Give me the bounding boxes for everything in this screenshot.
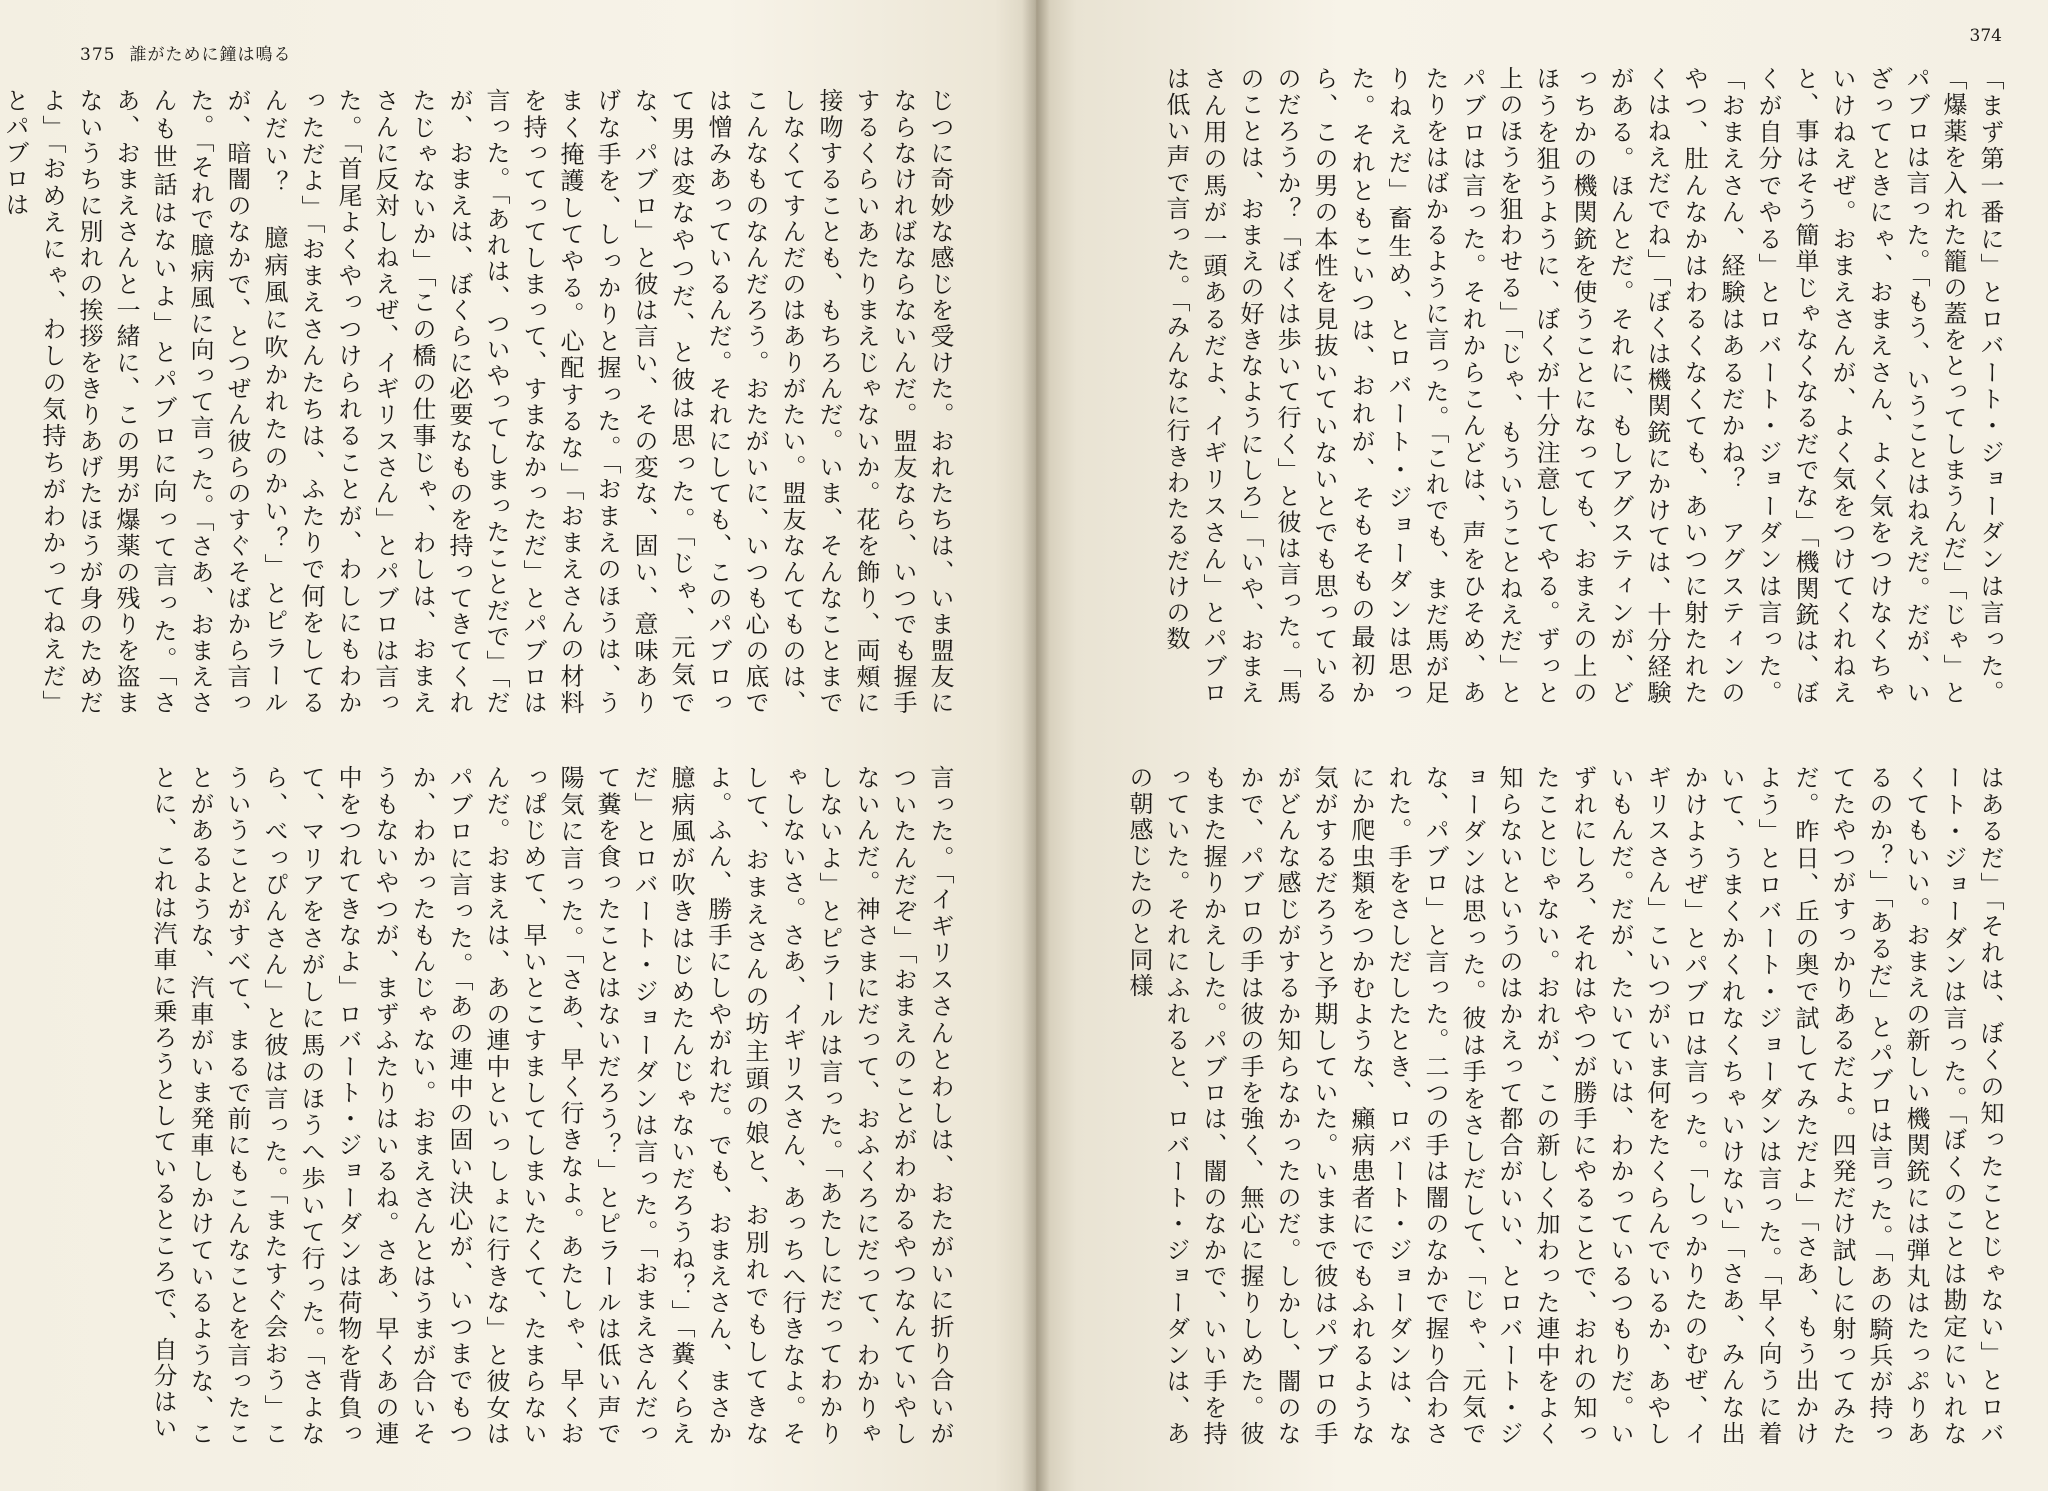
left-page-upper-text bbox=[1, 88, 958, 716]
running-title: 誰がために鐘は鳴る bbox=[129, 45, 292, 65]
page-number-left: 375 bbox=[80, 45, 116, 65]
running-head bbox=[80, 40, 291, 65]
right-page-upper-text bbox=[1096, 66, 2008, 706]
right-page bbox=[1036, 0, 2048, 1491]
text-block: はあるだ」「それは、ぼくの知ったことじゃない」とロバート・ジョーダンは言った。「ぼくのことは勘定にいれなくてもいい。おまえの新しい機関銃には弾丸はたっぷりあるのか？」「あるだ」とパブロは言った。「あの騎兵が持ってたやつがすっかりあるだよ。四発だけ試しに射ってみただ。昨日、丘の奥で試してみただよ」「さあ、もう出かけよう」とロバート・ジョーダンは言った。「早く向うに着いて、うまくかくれなくちゃいけない」「さあ、みんな出かけようぜ」とパブロは言った。「しっかりたのむぜ、イギリスさん」こいつがいま何をたくらんでいるか、あやしいもんだ。だが、たいていは、わかっているつもりだ。いずれにしろ、それはやつが勝手にやることで、おれの知ったことじゃない。おれが、この新しく加わった連中をよく知らないというのはかえって都合がいい、とロバート・ジョーダンは思った。彼は手をさしだして、「じゃ、元気でな、パブロ」と言った。二つの手は闇のなかで握り合わされた。手をさしだしたとき、ロバート・ジョーダンは、なにか爬虫類をつかむような、癩病患者にでもふれるような気がするだろうと予期していた。いままで彼はパブロの手がどんな感じがするか知らなかったのだ。しかし、闇のなかで、パブロの手は彼の手を強く、無心に握りしめた。彼もまた握りかえした。パブロは、闇のなかで、いい手を持っていた。それにふれると、ロバート・ジョーダンは、あの朝感じたのと同様 bbox=[1125, 765, 2004, 1447]
text-block: 「まず第一番に」とロバート・ジョーダンは言った。「爆薬を入れた籠の蓋をとってしまうんだ」「じゃ」とパブロは言った。「もう、いうことはねえだ。だが、いざってときにゃ、おまえさん、よく気をつけなくちゃいけねえぜ。おまえさんが、よく気をつけてくれねえと、事はそう簡単じゃなくなるだでな」「機関銃は、ぼくが自分でやる」とロバート・ジョーダンは言った。「おまえさん、経験はあるだかね？ アグスティンのやつ、肚んなかはわるくなくても、あいつに射たれたくはねえだでね」「ぼくは機関銃にかけては、十分経験がある。ほんとだ。それに、もしアグスティンが、どっちかの機関銃を使うことになっても、おまえの上のほうを狙うように、ぼくが十分注意してやる。ずっと上のほうを狙わせる」「じゃ、もういうことねえだ」とパブロは言った。それからこんどは、声をひそめ、あたりをはばかるように言った。「これでも、まだ馬が足りねえだ」畜生め、とロバート・ジョーダンは思った。それともこいつは、おれが、そもそもの最初から、この男の本性を見抜いていないとでも思っているのだろうか？「ぼくは歩いて行く」と彼は言った。「馬のことは、おまえの好きなようにしろ」「いや、おまえさん用の馬が一頭あるだよ、イギリスさん」とパブロは低い声で言った。「みんなに行きわたるだけの数 bbox=[1162, 66, 2004, 706]
text-block: じつに奇妙な感じを受けた。おれたちは、いま盟友にならなければならないんだ。盟友なら、いつでも握手するくらいあたりまえじゃないか。花を飾り、両頰に接吻することも、もちろんだ。いま、そんなことまでしなくてすんだのはありがたい。盟友なんてものは、こんなものなんだろう。おたがいに、いつも心の底では憎みあっているんだ。それにしても、このパブロって男は変なやつだ、と彼は思った。「じゃ、元気でな、パブロ」と彼は言い、その変な、固い、意味ありげな手を、しっかりと握った。「おまえのほうは、うまく掩護してやる。心配するな」「おまえさんの材料を持ってってしまって、すまなかっただ」とパブロは言った。「あれは、ついやってしまったことだで」「だが、おまえは、ぼくらに必要なものを持ってきてくれたじゃないか」「この橋の仕事じゃ、わしは、おまえさんに反対しねえぜ、イギリスさん」とパブロは言った。「首尾よくやっつけられることが、わしにもわかっただよ」「おまえさんたちは、ふたりで何をしてるんだい？ 臆病風に吹かれたのかい？」とピラールが、暗闇のなかで、とつぜん彼らのすぐそばから言った。「それで臆病風に向って言った。「さあ、おまえさんも世話はないよ」とパブロに向って言った。「さあ、おまえさんと一緒に、この男が爆薬の残りを盗まないうちに別れの挨拶をきりあげたほうが身のためだよ」「おめえにゃ、わしの気持ちがわかってねえだ」とパブロは bbox=[1, 88, 954, 716]
page-number-right: 374 bbox=[1969, 26, 2002, 46]
right-page-lower-text bbox=[1096, 765, 2008, 1447]
text-block: 言った。「イギリスさんとわしは、おたがいに折り合いがついたんだぞ」「おまえのことがわかるやつなんていやしないんだ。神さまにだって、おふくろにだって、わかりゃしないよ」とピラールは言った。「あたしにだってわかりゃしないさ。さあ、イギリスさん、あっちへ行きなよ。そして、おまえさんの坊主頭の娘と、お別れでもしてきなよ。ふん、勝手にしやがれだ。でも、おまえさん、まさか臆病風が吹きはじめたんじゃないだろうね？」「糞くらえだ」とロバート・ジョーダンは言った。「おまえさんだって糞を食ったことはないだろう？」とピラールは低い声で陽気に言った。「さあ、早く行きなよ。あたしゃ、早くおっぱじめて、早いとこすましてしまいたくて、たまらないんだ。おまえは、あの連中といっしょに行きな」と彼女はパブロに言った。「あの連中の固い決心が、いつまでもつか、わかったもんじゃない。おまえさんとはうまが合いそうもないやつが、まずふたりはいるね。さあ、早くあの連中をつれてきなよ」ロバート・ジョーダンは荷物を背負って、マリアをさがしに馬のほうへ歩いて行った。「さよなら、べっぴんさん」と彼は言った。「またすぐ会おう」こういうことがすべて、まるで前にもこんなことを言ったことがあるような、汽車がいま発車しかけているような、ことに、これは汽車に乗ろうとしているところで、自分はい bbox=[149, 765, 954, 1447]
left-page-lower-text bbox=[78, 765, 958, 1447]
book-gutter bbox=[1022, 0, 1050, 1491]
